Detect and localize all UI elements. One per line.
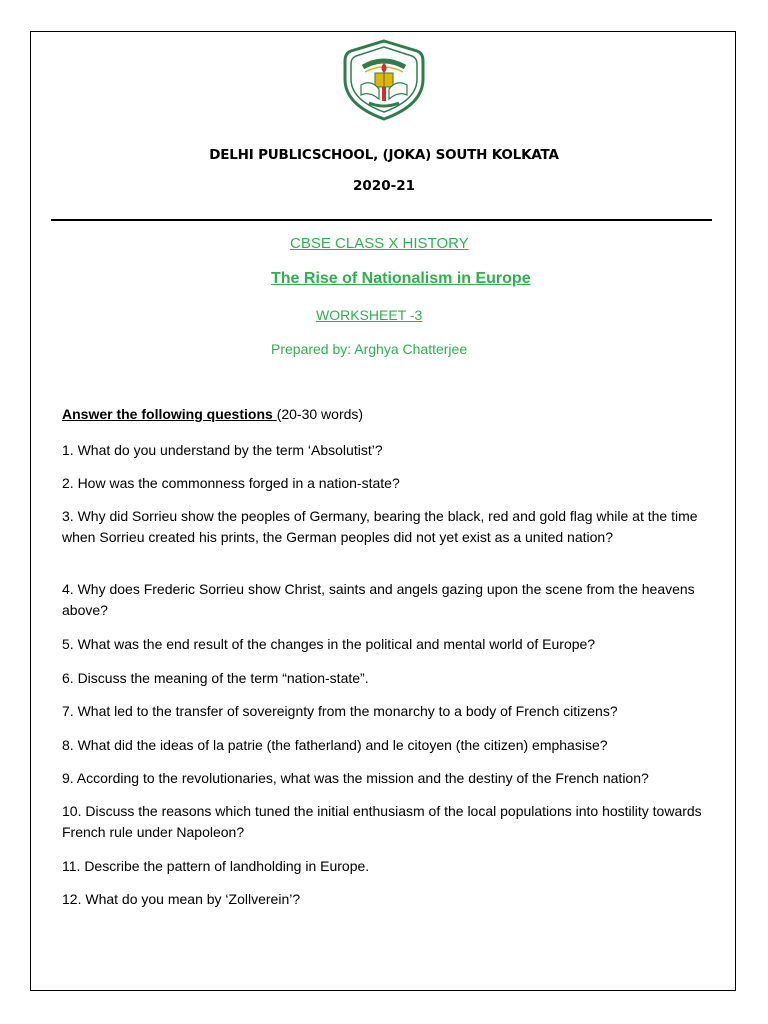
question-2: 2. How was the commonness forged in a nation-state? <box>62 475 400 491</box>
subject-title: CBSE CLASS X HISTORY <box>290 235 469 252</box>
question-9: 9. According to the revolutionaries, what was the mission and the destiny of the French nation? <box>62 770 649 786</box>
instructions <box>62 406 363 422</box>
divider <box>51 219 712 221</box>
instructions-note: (20-30 words) <box>276 406 364 422</box>
question-10: 10. Discuss the reasons which tuned the initial enthusiasm of the local populations into hostility towards French rule under Napoleon? <box>62 803 702 840</box>
question-11: 11. Describe the pattern of landholding in Europe. <box>62 858 370 874</box>
question-5: 5. What was the end result of the changes in the political and mental world of Europe? <box>62 636 596 652</box>
question-8: 8. What did the ideas of la patrie (the fatherland) and le citoyen (the citizen) emphasise? <box>62 737 608 753</box>
question-7: 7. What led to the transfer of sovereignty from the monarchy to a body of French citizens? <box>62 703 618 719</box>
question-1: 1. What do you understand by the term ‘Absolutist’? <box>62 442 383 458</box>
instructions-heading: Answer the following questions <box>62 406 277 422</box>
school-name: DELHI PUBLICSCHOOL, (JOKA) SOUTH KOLKATA <box>209 147 559 163</box>
question-6: 6. Discuss the meaning of the term “nation-state”. <box>62 670 369 686</box>
school-crest-icon <box>341 39 427 121</box>
worksheet-label: WORKSHEET -3 <box>316 307 423 323</box>
question-4: 4. Why does Frederic Sorrieu show Christ, saints and angels gazing upon the scene from the heavens above? <box>62 581 695 618</box>
topic-title: The Rise of Nationalism in Europe <box>271 270 531 287</box>
academic-year: 2020-21 <box>353 178 415 194</box>
prepared-by: Prepared by: Arghya Chatterjee <box>271 341 468 357</box>
question-12: 12. What do you mean by ‘Zollverein’? <box>62 891 301 907</box>
question-3: 3. Why did Sorrieu show the peoples of Germany, bearing the black, red and gold flag while at the time when Sorrieu created his prints, the German peoples did not yet exist as a united nation? <box>62 508 698 545</box>
